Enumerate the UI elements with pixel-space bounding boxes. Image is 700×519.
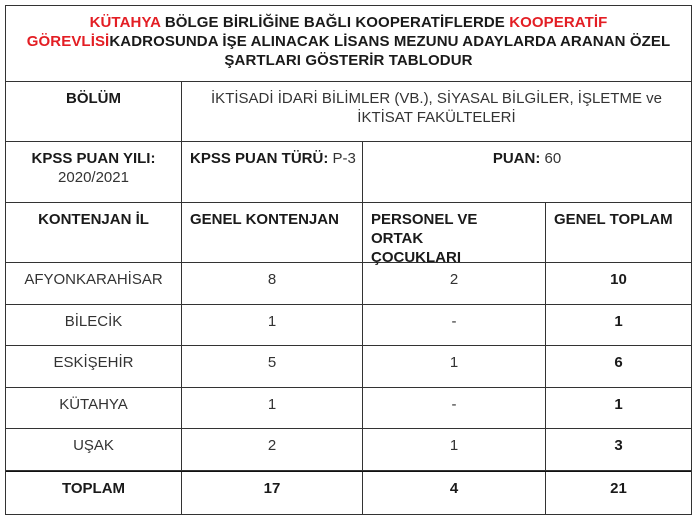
table-row	[6, 346, 691, 388]
kpss-row	[6, 142, 691, 203]
bolum-label: BÖLÜM	[6, 82, 182, 141]
cell-personel: 2	[363, 263, 546, 304]
header-genel: GENEL KONTENJAN	[182, 203, 363, 262]
title-text-2: KADROSUNDA İŞE ALINACAK LİSANS MEZUNU ADAYLARDA ARANAN ÖZEL ŞARTLARI GÖSTERİR TABLODUR	[109, 33, 671, 69]
cell-toplam: 1	[614, 395, 623, 413]
kpss-type-label: KPSS PUAN TÜRÜ:	[190, 150, 329, 167]
cell-personel: 1	[363, 346, 546, 387]
total-personel: 4	[363, 472, 546, 514]
cell-il: KÜTAHYA	[6, 388, 182, 429]
header-toplam: GENEL TOPLAM	[554, 211, 673, 228]
total-toplam: 21	[610, 479, 627, 497]
cell-genel: 8	[182, 263, 363, 304]
table-title	[6, 6, 691, 82]
total-label: TOPLAM	[6, 472, 182, 514]
kpss-year-value: 2020/2021	[58, 169, 129, 186]
table-row	[6, 388, 691, 430]
cell-genel: 2	[182, 429, 363, 470]
cell-toplam: 3	[614, 437, 623, 454]
kpss-score-label: PUAN:	[492, 150, 541, 167]
cell-il: ESKİŞEHİR	[6, 346, 182, 387]
title-text-1: BÖLGE BİRLİĞİNE BAĞLI KOOPERATİFLERDE	[160, 14, 510, 31]
table-row	[6, 429, 691, 471]
bolum-value: İKTİSADİ İDARİ BİLİMLER (VB.), SİYASAL BİLGİLER, İŞLETME ve İKTİSAT FAKÜLTELERİ	[211, 90, 662, 126]
table-row	[6, 263, 691, 305]
header-personel: PERSONEL VE ORTAK ÇOCUKLARI	[363, 203, 546, 262]
table-row	[6, 305, 691, 347]
kpss-score-value: 60	[540, 150, 562, 167]
cell-personel: 1	[363, 429, 546, 470]
kpss-type-cell	[182, 142, 363, 202]
kpss-year-label: KPSS PUAN YILI:	[31, 150, 156, 167]
title-region: KÜTAHYA	[89, 14, 161, 31]
requirements-table	[5, 5, 692, 515]
header-il: KONTENJAN İL	[6, 203, 182, 262]
header-row	[6, 203, 691, 266]
cell-toplam: 6	[614, 354, 623, 371]
cell-il: BİLECİK	[6, 305, 182, 346]
cell-genel: 5	[182, 346, 363, 387]
cell-personel: -	[363, 388, 546, 429]
cell-personel: -	[363, 305, 546, 346]
kpss-score-cell	[363, 142, 691, 202]
cell-il: UŞAK	[6, 429, 182, 470]
cell-genel: 1	[182, 305, 363, 346]
cell-toplam: 1	[614, 312, 623, 330]
cell-il: AFYONKARAHİSAR	[6, 263, 182, 304]
kpss-year-cell	[6, 142, 182, 202]
title-position: KOOPERATİF GÖREVLİSİ	[26, 14, 608, 50]
bolum-row	[6, 82, 691, 142]
cell-toplam: 10	[610, 271, 627, 288]
total-genel: 17	[182, 472, 363, 514]
cell-genel: 1	[182, 388, 363, 429]
kpss-type-value: P-3	[328, 150, 356, 167]
total-row	[6, 471, 691, 514]
